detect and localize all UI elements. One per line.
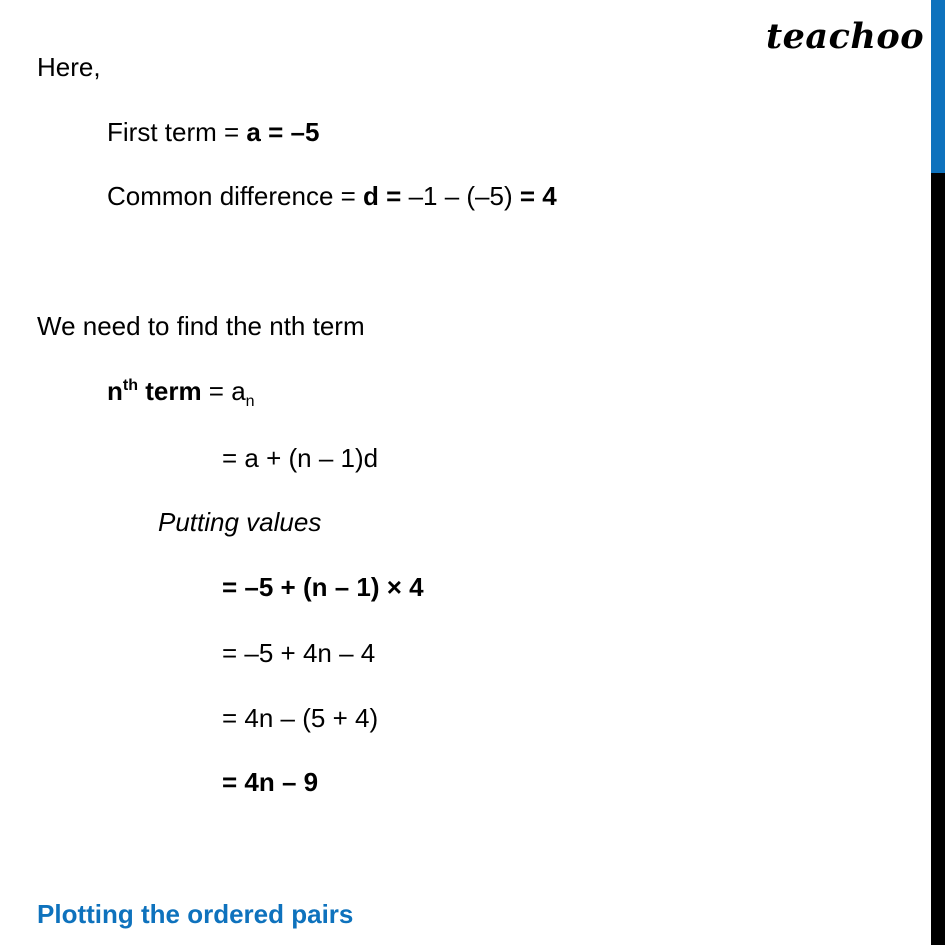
text-step-2: = 4n – (5 + 4) xyxy=(222,703,379,733)
text-here: Here, xyxy=(37,52,101,82)
text-first-term xyxy=(107,116,319,148)
text-common-difference xyxy=(107,180,557,212)
nth-sup: th xyxy=(122,377,138,394)
first-term-label: First term = xyxy=(107,117,247,147)
text-step-1: = –5 + 4n – 4 xyxy=(222,638,376,668)
text-result: = 4n – 9 xyxy=(222,767,319,797)
nth-term-word: term xyxy=(138,376,202,406)
first-term-value: a = –5 xyxy=(246,117,320,147)
text-substitution: = –5 + (n – 1) × 4 xyxy=(222,572,424,602)
scrollbar-thumb[interactable] xyxy=(931,0,945,173)
heading-plotting: Plotting the ordered pairs xyxy=(37,899,354,929)
text-formula: = a + (n – 1)d xyxy=(222,443,379,473)
text-need-find: We need to find the nth term xyxy=(37,311,365,341)
nth-sub: n xyxy=(245,393,255,410)
right-scrollbar[interactable] xyxy=(931,0,945,945)
common-diff-expr: –1 – (–5) xyxy=(408,181,520,211)
text-nth-term xyxy=(107,375,255,410)
nth-n: n xyxy=(107,376,123,406)
nth-eq: = a xyxy=(201,376,246,406)
common-diff-result: = 4 xyxy=(519,181,557,211)
common-diff-d: d = xyxy=(363,181,409,211)
teachoo-logo: teachoo xyxy=(766,16,925,57)
text-putting-values: Putting values xyxy=(158,507,322,537)
common-diff-label: Common difference = xyxy=(107,181,364,211)
